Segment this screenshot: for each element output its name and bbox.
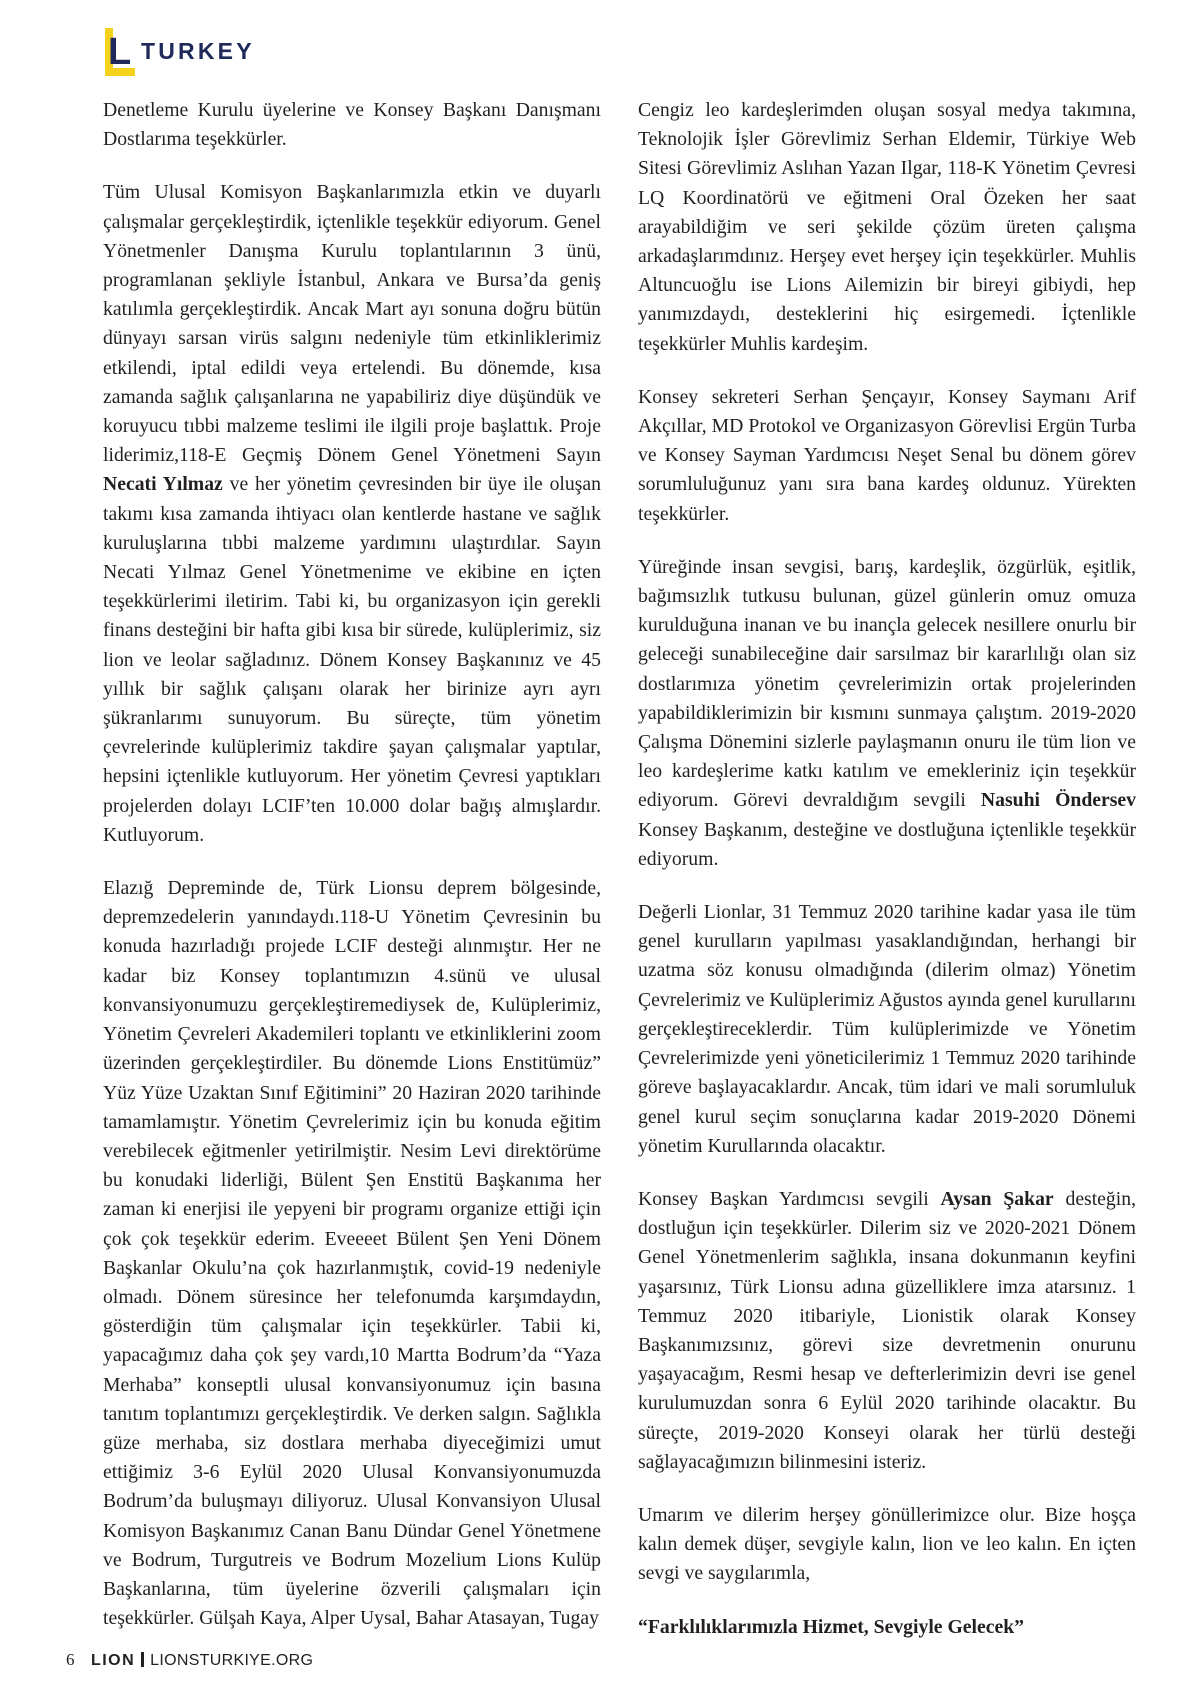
bold-name: Necati Yılmaz [103,473,223,496]
paragraph: Denetleme Kurulu üyelerine ve Konsey Başkanı Danışmanı Dostlarıma teşekkürler. [103,99,601,151]
paragraph: Konsey Başkan Yardımcısı sevgili Aysan Şakar desteğin, dostluğun için teşekkürler. Dilerim siz ve 2020-2021 Dönem Genel Yönetmenlerim sağlıkla, insana dokunmanın keyfini yaşarsınız, Türk Lionsu adına güzelliklere imza atarsınız. 1 Temmuz 2020 itibariyle, Lionistik olarak Konsey Başkanımızsınız, görevi size devretmenin onurunu yaşayacağım, Resmi hesap ve defterlerimizin devri ise genel kurulumuzdan sonra 6 Eylül 2020 tarihinde olacaktır. Bu süreçte, 2019-2020 Konseyi olarak her türlü desteği sağlayacağımızın bilinmesini isteriz. [638,1187,1136,1473]
right-column [638,96,1136,1666]
paragraph: Cengiz leo kardeşlerimden oluşan sosyal medya takımına, Teknolojik İşler Görevlimiz Serhan Eldemir, Türkiye Web Sitesi Görevlimiz Aslıhan Yazan Ilgar, 118-K Yönetim Çevresi LQ Koordinatörü ve eğitmeni Oral Özeken her saat arayabildiğim ve seri şekilde çözüm üreten çalışma arkadaşlarımdınız. Herşey evet herşey için teşekkürler. Muhlis Altuncuoğlu ise Lions Ailemizin bir bireyi gibiydi, hep yanımızdaydı, desteklerini hiç esirgemedi. İçtenlikle teşekkürler Muhlis kardeşim. [638,99,1136,355]
lion-logo-icon [105,28,137,76]
bold-name: Nasuhi Öndersev [980,789,1137,812]
section-header [105,28,325,78]
paragraph: Değerli Lionlar, 31 Temmuz 2020 tarihine kadar yasa ile tüm genel kurulların yapılması yasaklandığından, herhangi bir uzatma söz konusu olmadığında (dilerim olmaz) Yönetim Çevrelerimiz ve Kulüplerimiz Ağustos ayında genel kurullarını gerçekleştireceklerdir. Tüm kulüplerimizde ve Yönetim Çevrelerimizde yeni yöneticilerimiz 1 Temmuz 2020 tarihinde göreve başlayacaklardır. Ancak, tüm idari ve mali sorumluluk genel kurul seçim sonuçlarına kadar 2019-2020 Dönemi yönetim Kurullarında olacaktır. [638,901,1136,1157]
page-footer [66,1650,313,1670]
paragraph: Yüreğinde insan sevgisi, barış, kardeşlik, özgürlük, eşitlik, bağımsızlık tutkusu bulunan, güzel günlerin omuz omuza kurulduğuna inanan ve bu inançla gelecek nesillere onurlu bir geleceği sunabileceğine dair sarsılmaz bir kararlılığı olan siz dostlarımıza yönetim çevrelerimizin ortak projelerinden yapabildiklerimizin bir kısmını sunmaya çalıştım. 2019-2020 Çalışma Dönemini sizlerle paylaşmanın onuru ile tüm lion ve leo kardeşlerime katkı katılım ve emekleriniz için teşekkür ediyorum. Görevi devraldığım sevgili Nasuhi Öndersev Konsey Başkanım, desteğine ve dostluğuna içtenlikle teşekkür ediyorum. [638,555,1137,870]
paragraph: Tüm Ulusal Komisyon Başkanlarımızla etkin ve duyarlı çalışmalar gerçekleştirdik, içtenlikle teşekkür ediyorum. Genel Yönetmenler Danışma Kurulu toplantılarının 3 ünü, programlanan şekliyle İstanbul, Ankara ve Bursa’da geniş katılımla gerçekleştirdik. Ancak Mart ayı sonuna doğru bütün dünyayı sarsan virüs salgını nedeniyle tüm etkinliklerimiz etkilendi, iptal edildi veya ertelendi. Bu dönemde, kısa zamanda sağlık çalışanlarına ne yapabiliriz diye düşündük ve koruyucu tıbbi malzeme teslimi ile ilgili proje başlattık. Proje liderimiz,118-E Geçmiş Dönem Genel Yönetmeni Sayın Necati Yılmaz ve her yönetim çevresinden bir üye ile oluşan takımı kısa zamanda ihtiyacı olan kentlerde hastane ve sağlık kuruluşlarına tıbbi malzeme yardımını ulaştırdılar. Sayın Necati Yılmaz Genel Yönetmenime ve ekibine en içten teşekkürlerimi iletirim. Tabi ki, bu organizasyon için gerekli finans desteğini bir hafta gibi kısa bir sürede, kulüplerimiz, siz lion ve leolar sağladınız. Dönem Konsey Başkanınız ve 45 yıllık bir sağlık çalışanı olarak her birinize ayrı ayrı şükranlarımı sunuyorum. Bu süreçte, tüm yönetim çevrelerinde kulüplerimiz takdire şayan çalışmalar yaptılar, hepsini içtenlikle kutluyorum. Her yönetim Çevresi yaptıkları projelerden dolayı LCIF’ten 10.000 dolar bağış almışlardır. Kutluyorum. [103,181,601,846]
paragraph: Umarım ve dilerim herşey gönüllerimizce olur. Bize hoşça kalın demek düşer, sevgiyle kalın, lion ve leo kalın. En içten sevgi ve saygılarımla, [638,1503,1136,1585]
svg-text:L: L [108,31,132,73]
footer-url: LIONSTURKIYE.ORG [150,1652,314,1669]
bold-name: Aysan Şakar [940,1187,1054,1210]
page-number: 6 [66,1650,75,1669]
motto: “Farklılıklarımızla Hizmet, Sevgiyle Gelecek” [638,1615,1025,1638]
footer-brand: LION [90,1652,136,1669]
paragraph: Elazığ Depreminde de, Türk Lionsu deprem bölgesinde, depremzedelerin yanındaydı.118-U Yönetim Çevresinin bu konuda hazırladığı projede LCIF desteği alınmıştır. Her ne kadar biz Konsey toplantımızın 4.sünü ve ulusal konvansiyonumuzu gerçekleştiremediysek de, Kulüplerimiz, Yönetim Çevreleri Akademileri toplantı ve etkinliklerini zoom üzerinden gerçekleştirdiler. Bu dönemde Lions Enstitümüz” Yüz Yüze Uzaktan Sınıf Eğitimini” 20 Haziran 2020 tarihinde tamamlamıştır. Yönetim Çevrelerimiz için bu konuda eğitim verebilecek eğitmenler yetirilmiştir. Nesim Levi direktörüme bu konudaki liderliği, Bülent Şen Enstitü Başkanıma her zaman ki enerjisi ile yepyeni bir programı organize ettiği için çok çok teşekkür ederim. Eveeeet Bülent Şen Yeni Dönem Başkanlar Okulu’na çok hazırlanmıştık, covid-19 nedeniyle olmadı. Dönem süresince her telefonumda karşımdaydın, gösterdiğin tüm çalışmalar için teşekkürler. Tabii ki, yapacağımız daha çok şey vardı,10 Martta Bodrum’da “Yaza Merhaba” konseptli ulusal konvansiyonumuz için basına tanıtım toplantımızı gerçekleştirdik. Ve derken salgın. Sağlıkla güze merhaba, siz dostlara merhaba diyeceğimizi umut ettiğimiz 3-6 Eylül 2020 Ulusal Konvansiyonumuzda Bodrum’da buluşmayı diliyoruz. Ulusal Konvansiyon Ulusal Komisyon Başkanımız Canan Banu Dündar Genel Yönetmene ve Bodrum, Turgutreis ve Bodrum Mozelium Lions Kulüp Başkanlarına, tüm üyelerine özverili çalışmaları için teşekkürler. Gülşah Kaya, Alper Uysal, Bahar Atasayan, Tugay [103,877,601,1630]
left-column [103,96,601,1657]
section-title: TURKEY [141,38,255,64]
footer-divider [141,1652,144,1667]
paragraph: Konsey sekreteri Serhan Şençayır, Konsey Saymanı Arif Akçıllar, MD Protokol ve Organizasyon Görevlisi Ergün Turba ve Konsey Sayman Yardımcısı Neşet Senal bu dönem görev sorumluluğunuz yanı sıra bana kardeş oldunuz. Yürekten teşekkürler. [638,385,1136,525]
